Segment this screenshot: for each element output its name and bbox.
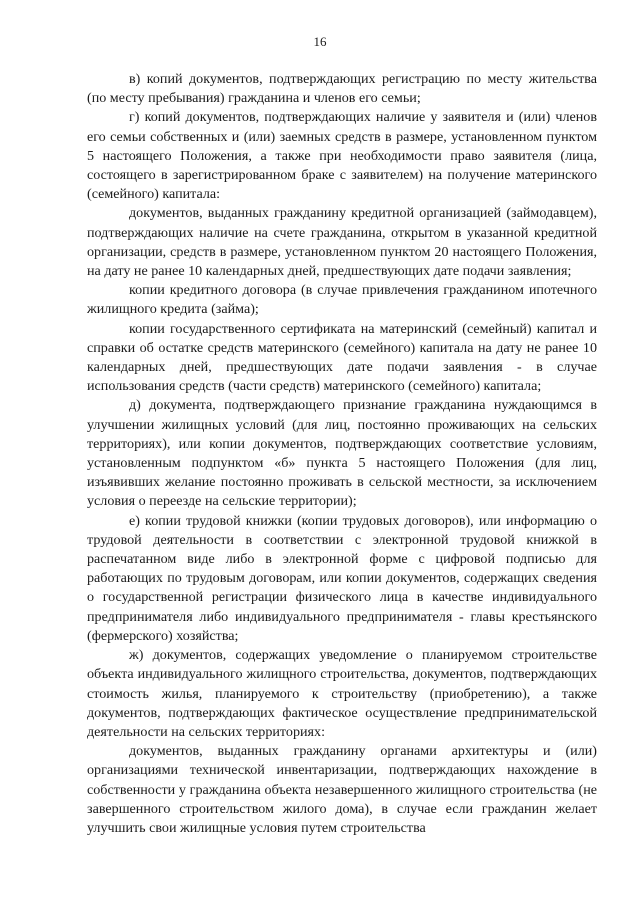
paragraph-zh-construction-documents: ж) документов, содержащих уведомление о планируемом строительстве объекта индивидуального жилищного строительства, документов, подтверждающих стоимость жилья, планируемого к строительству (приобретению), а также документов, подтверждающих фактическое осуществление предпринимательской деятельности на сельских территориях: [87,647,597,740]
paragraph-credit-organization-documents: документов, выданных гражданину кредитной организацией (займодавцем), подтверждающих наличие на счете гражданина, открытом в указанной кредитной организации, средств в размере, установленном пунктом 20 настоящего Положения, на дату не ранее 10 календарных дней, предшествующих дате подачи заявления; [87,205,597,280]
paragraph-credit-agreement: копии кредитного договора (в случае привлечения гражданином ипотечного жилищного кредита (займа); [87,282,597,318]
paragraph-g-funds-documents: г) копий документов, подтверждающих наличие у заявителя и (или) членов его семьи собственных и (или) заемных средств в размере, установленном пунктом 5 настоящего Положения, а также при необходимости право заявителя (лица, состоящего в зарегистрированном браке с заявителем) на получение материнского (семейного) капитала: [87,109,597,203]
paragraph-architecture-documents: документов, выданных гражданину органами архитектуры и (или) организациями технической инвентаризации, подтверждающих нахождение в собственности у гражданина объекта незавершенного жилищного строительства (не завершенного строительством жилого дома), в случае если гражданин желает улучшить свои жилищные условия путем строительства [87,743,597,836]
paragraph-e-employment-records: е) копии трудовой книжки (копии трудовых договоров), или информацию о трудовой деятельности в соответствии с электронной трудовой книжкой в распечатанном виде либо в электронной форме с цифровой подписью для работающих по трудовым договорам, или копии документов, содержащих сведения о государственной регистрации физического лица в качестве индивидуального предпринимателя либо индивидуального предпринимателя - главы крестьянского (фермерского) хозяйства; [87,512,597,644]
document-body [87,70,597,838]
paragraph-d-housing-need-document: д) документа, подтверждающего признание гражданина нуждающимся в улучшении жилищных условий (для лиц, постоянно проживающих на сельских территориях), или копии документов, подтверждающих соответствие условиям, установленным подпунктом «б» пункта 5 настоящего Положения (для лиц, изъявивших желание постоянно проживать в сельской местности, за исключением условия о переезде на сельские территории); [87,397,597,510]
paragraph-v-registration-documents: в) копий документов, подтверждающих регистрацию по месту жительства (по месту пребывания) гражданина и членов его семьи; [87,71,597,107]
paragraph-maternity-capital-certificate: копии государственного сертификата на материнский (семейный) капитал и справки об остатке средств материнского (семейного) капитала на дату не ранее 10 календарных дней, предшествующих дате подачи заявления - в случае использования средств (части средств) материнского (семейного) капитала; [87,320,597,395]
page-number: 16 [313,34,327,49]
